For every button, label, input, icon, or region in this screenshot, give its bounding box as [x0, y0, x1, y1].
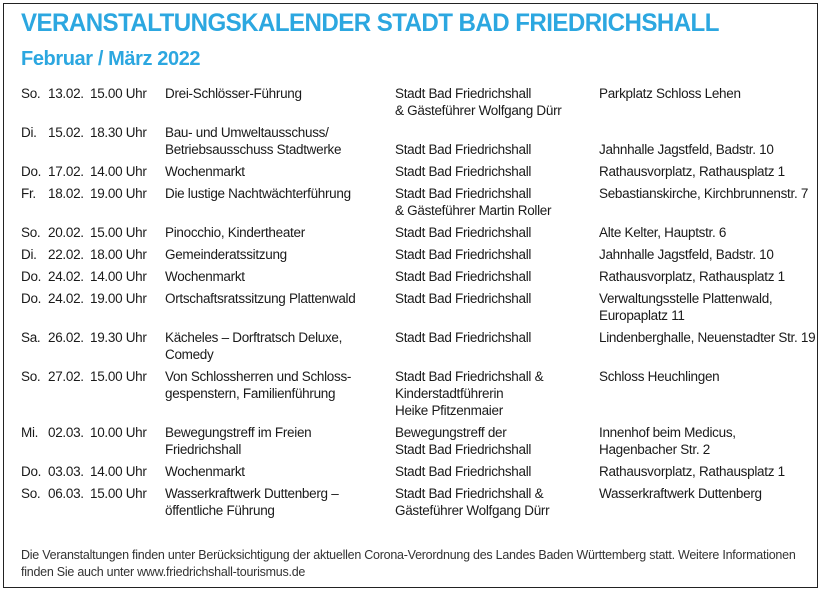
event-row [21, 368, 821, 419]
event-title-line: Gemeinderatssitzung [165, 247, 287, 262]
event-organizer-line: Kinderstadtführerin [395, 386, 504, 401]
event-title-line: Von Schlossherren und Schloss- [165, 369, 352, 384]
event-title-line: Betriebsausschuss Stadtwerke [165, 142, 342, 157]
event-row [21, 485, 821, 519]
calendar-frame [3, 3, 818, 588]
event-date: 02.03. [48, 425, 84, 440]
event-title [165, 329, 395, 363]
event-title-line: gespenstern, Familienführung [165, 386, 336, 401]
event-title-line: Ortschaftsratssitzung Plattenwald [165, 291, 356, 306]
event-organizer [395, 224, 599, 241]
event-title [165, 85, 395, 119]
event-organizer-line: Stadt Bad Friedrichshall [395, 164, 532, 179]
event-venue-line: Wasserkraftwerk Duttenberg [599, 486, 762, 501]
event-row [21, 268, 821, 285]
event-organizer-line: Stadt Bad Friedrichshall [395, 330, 532, 345]
event-organizer [395, 246, 599, 263]
event-day: Di. [21, 247, 37, 262]
event-title-line: Bau- und Umweltausschuss/ [165, 125, 329, 140]
event-title [165, 290, 395, 324]
event-time: 19.00 Uhr [90, 186, 147, 201]
event-date: 24.02. [48, 291, 84, 306]
event-time: 14.00 Uhr [90, 164, 147, 179]
event-venue-line: Sebastianskirche, Kirchbrunnenstr. 7 [599, 186, 809, 201]
event-venue [599, 268, 821, 285]
event-time: 10.00 Uhr [90, 425, 147, 440]
event-organizer-line: Stadt Bad Friedrichshall [395, 291, 532, 306]
event-venue-line: Jahnhalle Jagstfeld, Badstr. 10 [599, 142, 774, 157]
event-title-line: Wochenmarkt [165, 164, 245, 179]
event-venue [599, 124, 821, 158]
event-day: Do. [21, 291, 42, 306]
event-time: 15.00 Uhr [90, 486, 147, 501]
event-organizer [395, 463, 599, 480]
event-date: 26.02. [48, 330, 84, 345]
event-time: 18.30 Uhr [90, 125, 147, 140]
footer-note [21, 547, 817, 581]
event-organizer-line: Stadt Bad Friedrichshall & [395, 369, 544, 384]
event-venue-line: Alte Kelter, Hauptstr. 6 [599, 225, 727, 240]
event-venue-line: Rathausvorplatz, Rathausplatz 1 [599, 464, 785, 479]
event-venue-line [599, 124, 821, 141]
event-organizer [395, 124, 599, 158]
event-title [165, 163, 395, 180]
event-organizer [395, 163, 599, 180]
footer-line: Die Veranstaltungen finden unter Berücksichtigung der aktuellen Corona-Verordnung des Landes Baden Württemberg statt. Weitere Informationen [21, 548, 796, 562]
event-venue [599, 224, 821, 241]
event-organizer-line: Stadt Bad Friedrichshall [395, 142, 532, 157]
event-time: 14.00 Uhr [90, 464, 147, 479]
event-venue-line: Innenhof beim Medicus, [599, 425, 736, 440]
event-list [21, 85, 821, 524]
event-date: 15.02. [48, 125, 84, 140]
event-title [165, 246, 395, 263]
event-venue [599, 368, 821, 419]
event-day: Sa. [21, 330, 41, 345]
event-time: 14.00 Uhr [90, 269, 147, 284]
event-venue-line: Verwaltungsstelle Plattenwald, [599, 291, 773, 306]
event-organizer-line: Heike Pfitzenmaier [395, 403, 503, 418]
event-title-line: Die lustige Nachtwächterführung [165, 186, 351, 201]
event-organizer [395, 290, 599, 324]
event-row [21, 290, 821, 324]
event-venue-line: Hagenbacher Str. 2 [599, 442, 710, 457]
event-organizer [395, 268, 599, 285]
event-organizer-line: Stadt Bad Friedrichshall & [395, 486, 544, 501]
event-title [165, 485, 395, 519]
event-organizer-line: & Gästeführer Martin Roller [395, 203, 552, 218]
event-title-line: Wochenmarkt [165, 269, 245, 284]
event-title [165, 124, 395, 158]
event-date: 20.02. [48, 225, 84, 240]
event-row [21, 85, 821, 119]
event-organizer [395, 85, 599, 119]
event-day: Do. [21, 164, 42, 179]
event-day: Di. [21, 125, 37, 140]
event-organizer-line: Stadt Bad Friedrichshall [395, 269, 532, 284]
event-title-line: Bewegungstreff im Freien [165, 425, 312, 440]
event-title [165, 424, 395, 458]
event-venue-line: Schloss Heuchlingen [599, 369, 720, 384]
event-organizer-line: Stadt Bad Friedrichshall [395, 247, 532, 262]
event-time: 18.00 Uhr [90, 247, 147, 262]
event-time: 15.00 Uhr [90, 225, 147, 240]
event-venue [599, 290, 821, 324]
event-venue [599, 246, 821, 263]
event-organizer [395, 424, 599, 458]
event-day: Do. [21, 269, 42, 284]
event-title [165, 268, 395, 285]
event-row [21, 124, 821, 158]
event-title [165, 463, 395, 480]
event-organizer-line: Stadt Bad Friedrichshall [395, 186, 532, 201]
event-date: 06.03. [48, 486, 84, 501]
event-title [165, 185, 395, 219]
event-organizer [395, 368, 599, 419]
event-organizer-line: Bewegungstreff der [395, 425, 507, 440]
event-day: Fr. [21, 186, 36, 201]
event-venue [599, 329, 821, 363]
event-day: So. [21, 486, 41, 501]
event-title-line: Friedrichshall [165, 442, 242, 457]
event-title-line: Drei-Schlösser-Führung [165, 86, 302, 101]
event-title-line: öffentliche Führung [165, 503, 275, 518]
event-date: 22.02. [48, 247, 84, 262]
event-time: 19.30 Uhr [90, 330, 147, 345]
event-venue-line: Europaplatz 11 [599, 308, 685, 323]
event-organizer-line: & Gästeführer Wolfgang Dürr [395, 103, 562, 118]
event-organizer [395, 329, 599, 363]
page-title: VERANSTALTUNGSKALENDER STADT BAD FRIEDRICHSHALL [21, 9, 719, 37]
event-organizer-line [395, 124, 599, 141]
event-title [165, 224, 395, 241]
event-title [165, 368, 395, 419]
event-venue-line: Jahnhalle Jagstfeld, Badstr. 10 [599, 247, 774, 262]
event-row [21, 424, 821, 458]
page-subtitle: Februar / März 2022 [21, 48, 201, 70]
event-row [21, 163, 821, 180]
event-organizer [395, 485, 599, 519]
event-day: So. [21, 369, 41, 384]
event-title-line: Pinocchio, Kindertheater [165, 225, 305, 240]
event-date: 03.03. [48, 464, 84, 479]
event-organizer-line: Stadt Bad Friedrichshall [395, 86, 532, 101]
event-row [21, 329, 821, 363]
event-day: So. [21, 86, 41, 101]
event-row [21, 185, 821, 219]
footer-line: finden Sie auch unter www.friedrichshall-tourismus.de [21, 565, 306, 579]
event-day: So. [21, 225, 41, 240]
event-date: 24.02. [48, 269, 84, 284]
event-day: Mi. [21, 425, 39, 440]
event-venue-line: Rathausvorplatz, Rathausplatz 1 [599, 164, 785, 179]
event-row [21, 463, 821, 480]
event-venue-line: Lindenberghalle, Neuenstadter Str. 19 [599, 330, 816, 345]
event-organizer-line: Stadt Bad Friedrichshall [395, 442, 532, 457]
event-title-line: Comedy [165, 347, 214, 362]
event-day: Do. [21, 464, 42, 479]
event-organizer [395, 185, 599, 219]
event-venue-line: Parkplatz Schloss Lehen [599, 86, 741, 101]
event-title-line: Wasserkraftwerk Duttenberg – [165, 486, 339, 501]
event-date: 27.02. [48, 369, 84, 384]
event-venue [599, 424, 821, 458]
event-organizer-line: Gästeführer Wolfgang Dürr [395, 503, 550, 518]
event-date: 13.02. [48, 86, 84, 101]
event-venue [599, 85, 821, 119]
event-venue-line: Rathausvorplatz, Rathausplatz 1 [599, 269, 785, 284]
event-time: 15.00 Uhr [90, 86, 147, 101]
event-organizer-line: Stadt Bad Friedrichshall [395, 464, 532, 479]
event-venue [599, 185, 821, 219]
event-row [21, 246, 821, 263]
event-venue [599, 163, 821, 180]
event-row [21, 224, 821, 241]
event-time: 15.00 Uhr [90, 369, 147, 384]
event-time: 19.00 Uhr [90, 291, 147, 306]
event-title-line: Kächeles – Dorftratsch Deluxe, [165, 330, 343, 345]
event-venue [599, 463, 821, 480]
event-date: 17.02. [48, 164, 84, 179]
event-organizer-line: Stadt Bad Friedrichshall [395, 225, 532, 240]
event-venue [599, 485, 821, 519]
event-title-line: Wochenmarkt [165, 464, 245, 479]
event-date: 18.02. [48, 186, 84, 201]
